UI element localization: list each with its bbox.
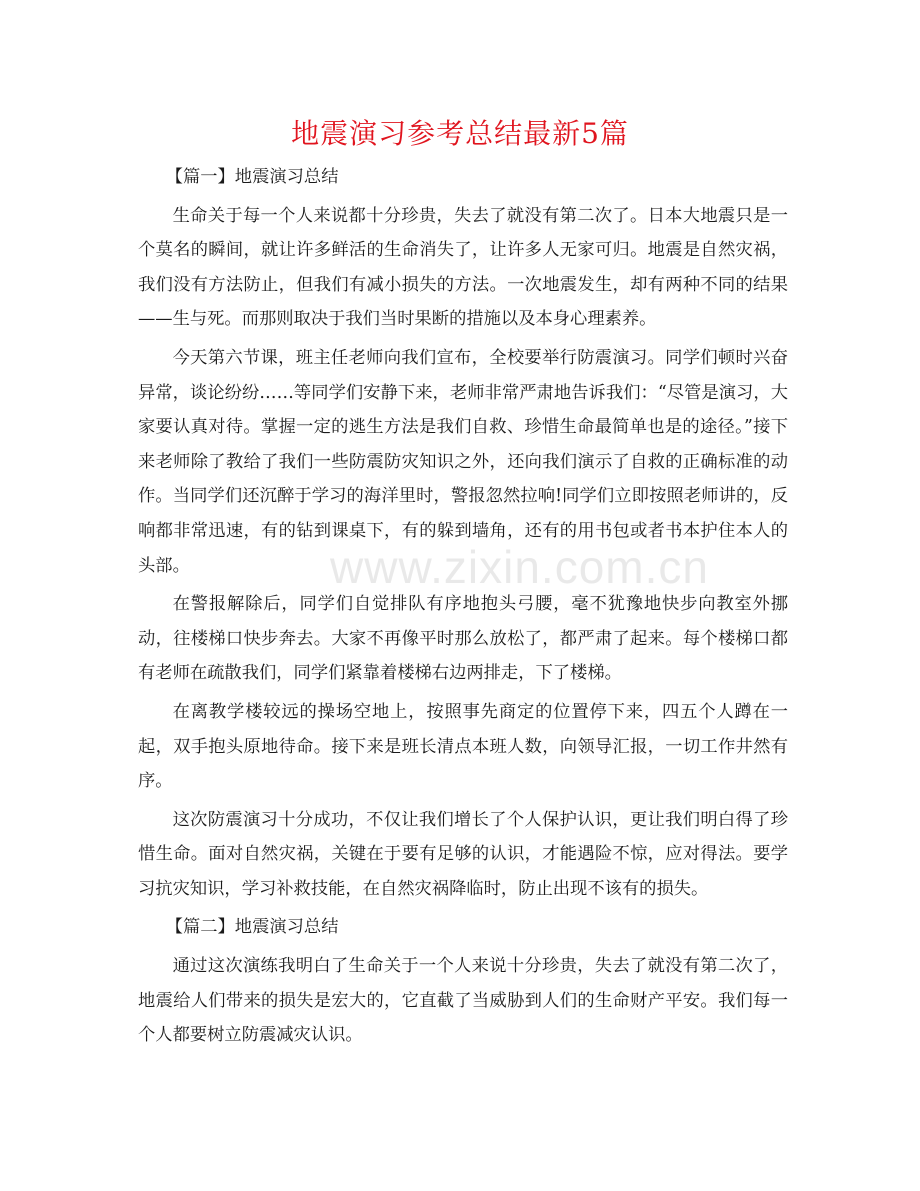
paragraph: 通过这次演练我明白了生命关于一个人来说十分珍贵，失去了就没有第二次了，地震给人们带来的损失是宏大的，它直截了当威胁到人们的生命财产平安。我们每一个人都要树立防震减灾认识。 <box>138 956 788 1046</box>
section-heading: 【篇二】地震演习总结 <box>165 917 339 938</box>
watermark: www.zixin.com.cn <box>330 541 709 593</box>
document-title: 地震演习参考总结最新5篇 <box>291 117 629 150</box>
paragraph: 在警报解除后，同学们自觉排队有序地抱头弓腰，毫不犹豫地快步向教室外挪动，往楼梯口快步奔去。大家不再像平时那么放松了，都严肃了起来。每个楼梯口都有老师在疏散我们，同学们紧靠着楼梯右边两排走，下了楼梯。 <box>138 594 788 684</box>
document-body <box>138 160 788 1057</box>
section-heading: 【篇一】地震演习总结 <box>165 167 339 187</box>
paragraph: 这次防震演习十分成功，不仅让我们增长了个人保护认识，更让我们明白得了珍惜生命。面对自然灾祸，关键在于要有足够的认识，才能遇险不惊，应对得法。要学习抗灾知识，学习补救技能，在自然灾祸降临时，防止出现不该有的损失。 <box>138 809 788 899</box>
paragraph: 在离教学楼较远的操场空地上，按照事先商定的位置停下来，四五个人蹲在一起，双手抱头原地待命。接下来是班长清点本班人数，向领导汇报，一切工作井然有序。 <box>138 701 788 792</box>
paragraph: 生命关于每一个人来说都十分珍贵，失去了就没有第二次了。日本大地震只是一个莫名的瞬间，就让许多鲜活的生命消失了，让许多人无家可归。地震是自然灾祸，我们没有方法防止，但我们有减小损失的方法。一次地震发生，却有两种不同的结果——生与死。而那则取决于我们当时果断的措施以及本身心理素养。 <box>138 205 788 330</box>
paragraph: 今天第六节课，班主任老师向我们宣布，全校要举行防震演习。同学们顿时兴奋异常，谈论纷纷……等同学们安静下来，老师非常严肃地告诉我们：“尽管是演习，大家要认真对待。掌握一定的逃生方法是我们自救、珍惜生命最简单也是的途径。”接下来老师除了教给了我们一些防震防灾知识之外，还向我们演示了自救的正确标准的动作。当同学们还沉醉于学习的海洋里时，警报忽然拉响!同学们立即按照老师讲的，反响都非常迅速，有的钻到课桌下，有的躲到墙角，还有的用书包或者书本护住本人的头部。 <box>138 347 788 576</box>
